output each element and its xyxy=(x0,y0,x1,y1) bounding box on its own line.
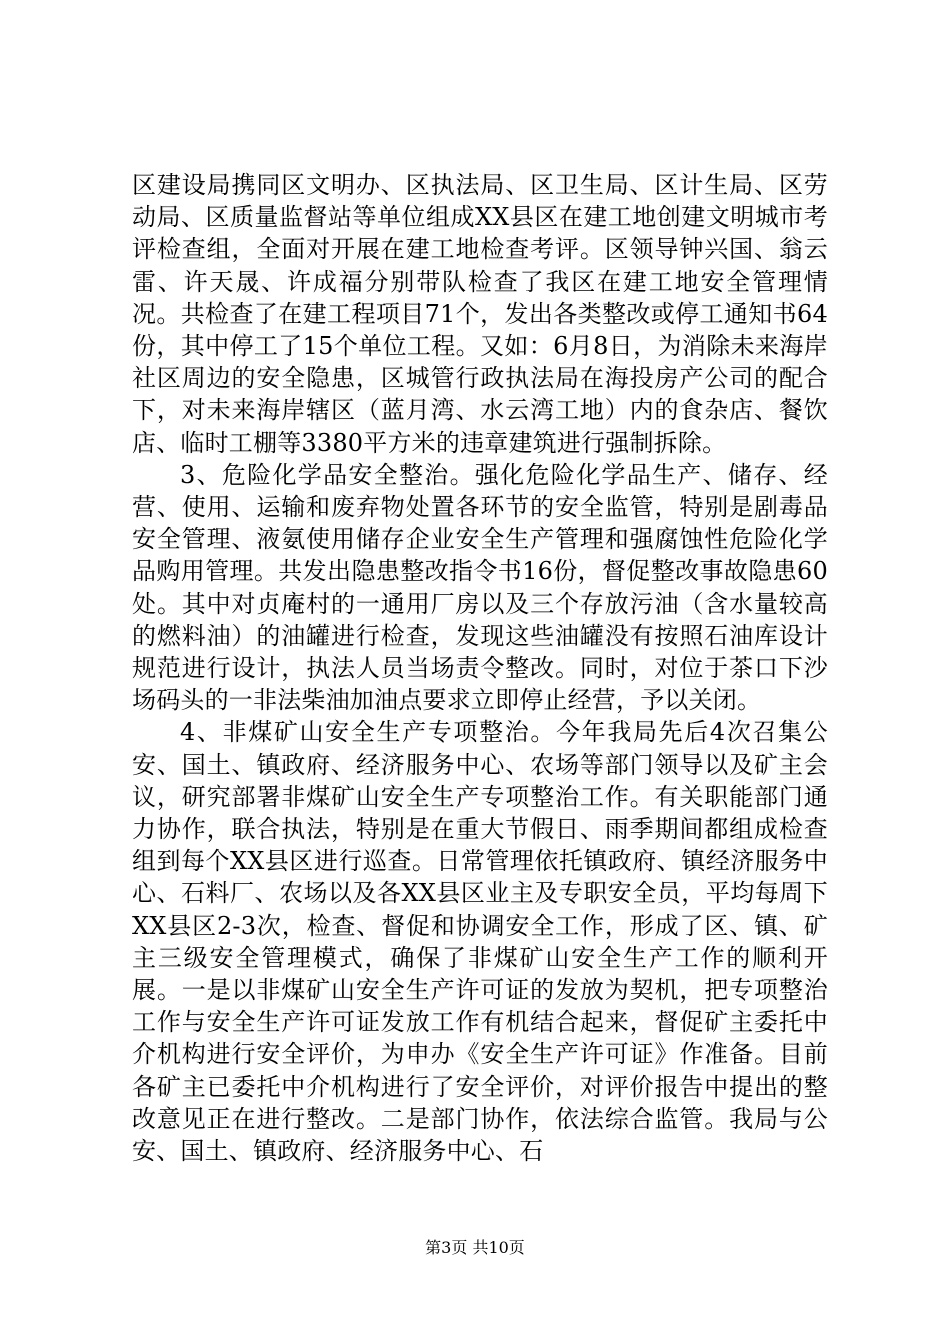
paragraph-hazardous-chemicals: 3、危险化学品安全整治。强化危险化学品生产、储存、经营、使用、运输和废弃物处置各环节的安全监管，特别是剧毒品安全管理、液氨使用储存企业安全生产管理和强腐蚀性危险化学品购用管理。共发出隐患整改指令书16份，督促整改事故隐患60处。其中对贞庵村的一通用厂房以及三个存放污油（含水量较高的燃料油）的油罐进行检查，发现这些油罐没有按照石油库设计规范进行设计，执法人员当场责令整改。同时，对位于茶口下沙场码头的一非法柴油加油点要求立即停止经营，予以关闭。 xyxy=(132,460,828,715)
page-number-footer: 第3页 共10页 xyxy=(425,1238,525,1257)
paragraph-construction-inspection: 区建设局携同区文明办、区执法局、区卫生局、区计生局、区劳动局、区质量监督站等单位组成XX县区在建工地创建文明城市考评检查组，全面对开展在建工地检查考评。区领导钟兴国、翁云雷、许天晟、许成福分别带队检查了我区在建工地安全管理情况。共检查了在建工程项目71个，发出各类整改或停工通知书64份，其中停工了15个单位工程。又如：6月8日，为消除未来海岸社区周边的安全隐患，区城管行政执法局在海投房产公司的配合下，对未来海岸辖区（蓝月湾、水云湾工地）内的食杂店、餐饮店、临时工棚等3380平方米的违章建筑进行强制拆除。 xyxy=(132,171,828,457)
paragraph-non-coal-mines: 4、非煤矿山安全生产专项整治。今年我局先后4次召集公安、国土、镇政府、经济服务中心、农场等部门领导以及矿主会议，研究部署非煤矿山安全生产专项整治工作。有关职能部门通力协作，联合执法，特别是在重大节假日、雨季期间都组成检查组到每个XX县区进行巡查。日常管理依托镇政府、镇经济服务中心、石料厂、农场以及各XX县区业主及专职安全员，平均每周下XX县区2-3次，检查、督促和协调安全工作，形成了区、镇、矿主三级安全管理模式，确保了非煤矿山安全生产工作的顺利开展。一是以非煤矿山安全生产许可证的发放为契机，把专项整治工作与安全生产许可证发放工作有机结合起来，督促矿主委托中介机构进行安全评价，为申办《安全生产许可证》作准备。目前各矿主已委托中介机构进行了安全评价，对评价报告中提出的整改意见正在进行整改。二是部门协作，依法综合监管。我局与公安、国土、镇政府、经济服务中心、石 xyxy=(132,718,828,1166)
document-body xyxy=(132,169,828,1167)
